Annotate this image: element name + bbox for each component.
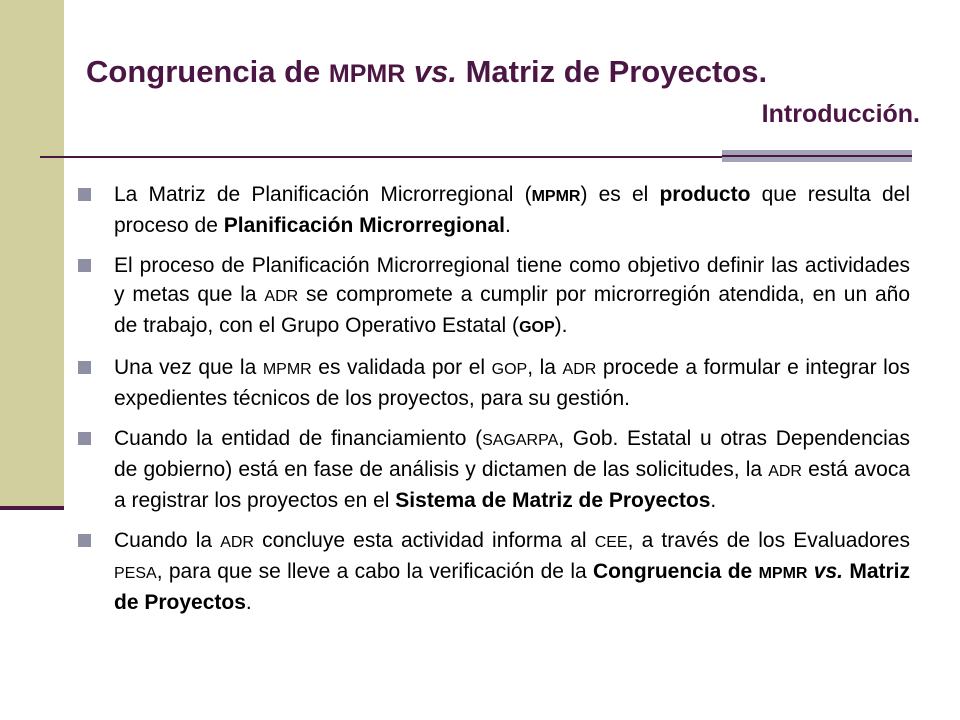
bullet-item: Una vez que la MPMR es validada por el GOP, la ADR procede a formular e integrar los expedientes técnicos de los proyectos, para su gestión. <box>78 353 910 413</box>
title-acronym: MPMR <box>328 60 406 88</box>
bullet-item: El proceso de Planificación Microrregional tiene como objetivo definir las actividades y metas que la ADR se compromete a cumplir por microrregión atendida, en un año de trabajo, con el Grupo Operativo Estatal (GOP). <box>78 251 910 342</box>
square-bullet-icon <box>78 534 91 547</box>
title-vs: vs. <box>405 54 457 89</box>
bullet-item: La Matriz de Planificación Microrregional (MPMR) es el producto que resulta del proceso de Planificación Microrregional. <box>78 180 910 240</box>
square-bullet-icon <box>78 361 91 374</box>
slide-subtitle: Introducción. <box>761 100 920 128</box>
title-divider-accent <box>722 150 912 162</box>
title-text-1: Congruencia de <box>86 54 329 89</box>
title-text-2: Matriz de Proyectos. <box>456 54 768 89</box>
sidebar-bottom-line <box>0 506 64 510</box>
square-bullet-icon <box>78 432 91 445</box>
bullet-list <box>78 180 910 628</box>
square-bullet-icon <box>78 188 91 201</box>
slide-title <box>86 54 916 92</box>
bullet-item: Cuando la ADR concluye esta actividad informa al CEE, a través de los Evaluadores PESA, para que se lleve a cabo la verificación de la Congruencia de MPMR vs. Matriz de Proyectos. <box>78 526 910 617</box>
square-bullet-icon <box>78 259 91 272</box>
bullet-item: Cuando la entidad de financiamiento (SAGARPA, Gob. Estatal u otras Dependencias de gobierno) está en fase de análisis y dictamen de las solicitudes, la ADR está avoca a registrar los proyectos en el Sistema de Matriz de Proyectos. <box>78 424 910 515</box>
sidebar-band <box>0 0 64 508</box>
